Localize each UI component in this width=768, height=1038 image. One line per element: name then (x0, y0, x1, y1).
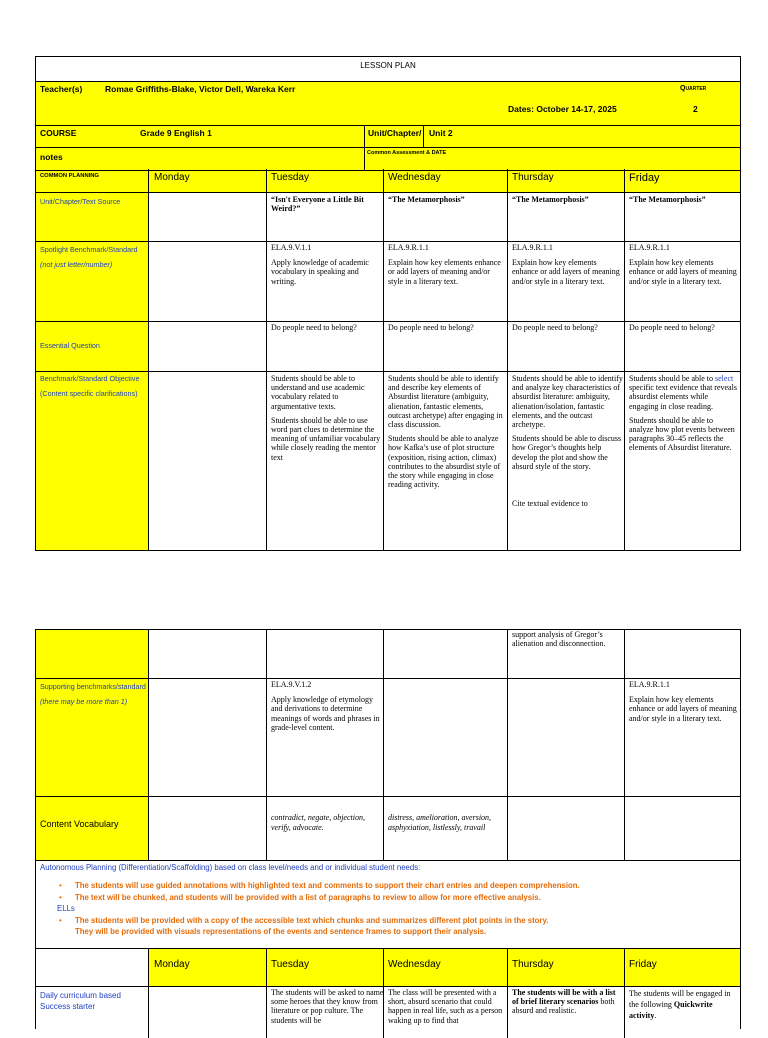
essential-question-label: Essential Question (40, 341, 100, 350)
supporting-row (36, 678, 740, 796)
course-row (36, 125, 740, 147)
bullet-accessible-text: • The students will be provided with a copy of the accessible text which chunks and summarizes different plot points in the story. (59, 915, 549, 925)
essential-thu: Do people need to belong? (512, 323, 598, 332)
day2-monday: Monday (154, 959, 190, 970)
bullet-chunked-text: • The text will be chunked, and students will be provided with a list of paragraphs to review to allow for more effective analysis. (59, 892, 541, 902)
objective-label: Benchmark/Standard Objective (Content specific clarifications) (40, 372, 147, 550)
text-source-label: Unit/Chapter/Text Source (40, 197, 121, 206)
day-tuesday: Tuesday (271, 172, 309, 183)
vocabulary-wed: distress, amelioration, aversion, asphyxiation, listlessly, travail (388, 813, 492, 832)
lesson-plan-table-bottom (35, 629, 741, 1029)
quarter-label: Quarter (680, 85, 707, 92)
essential-fri: Do people need to belong? (629, 323, 715, 332)
spotlight-row (36, 241, 740, 321)
starter-thu: The students will be with a list of brief literary scenarios both absurd and realistic. (512, 988, 616, 1016)
day-header-row (36, 170, 740, 193)
teacher-label: Teacher(s) (40, 84, 83, 94)
course-value: Grade 9 English 1 (140, 128, 212, 138)
lesson-plan-table-top (35, 56, 741, 551)
autonomous-heading: Autonomous Planning (Differentiation/Scaffolding) based on class level/needs and or individual student needs: (40, 863, 421, 872)
bullet-visuals: They will be provided with visuals representations of the events and sentence frames to support their analysis. (75, 927, 487, 936)
supporting-tue: ELA.9.V.1.2 Apply knowledge of etymology and derivations to determine meanings of words and phrases in grade-level content. (271, 680, 380, 732)
day-header-row-2 (36, 948, 740, 986)
objective-fri: Students should be able to select specific text evidence that reveals absurdist elements while engaging in close reading. Students should be able to analyze how plot events between paragraphs 30–45 reflects the elements of Absurdist literature. (629, 374, 737, 453)
teacher-row (36, 81, 740, 125)
spotlight-fri: ELA.9.R.1.1 Explain how key elements enhance or add layers of meaning and/or style in a literary text. (629, 243, 737, 286)
notes-row (36, 147, 740, 170)
text-source-fri: “The Metamorphosis” (629, 195, 706, 204)
essential-tue: Do people need to belong? (271, 323, 357, 332)
text-source-thu: “The Metamorphosis” (512, 195, 589, 204)
plan-title: LESSON PLAN (360, 61, 416, 70)
objective-sublabel: (Content specific clarifications) (40, 388, 138, 398)
title-row (36, 56, 740, 81)
quarter-value: 2 (693, 104, 698, 114)
day-thursday: Thursday (512, 172, 554, 183)
objective-wed: Students should be able to identify and describe key elements of Absurdist literature (ambiguity, alienation, fantastic elements, outcast archetype) after engaging in class discussion. Students should be able to analyze how Kafka’s use of plot structure (exposition, rising action, climax) contributes to the absurdist style of the story while engaging in close reading activity. (388, 374, 503, 490)
success-starter-row (36, 986, 740, 1036)
day2-thursday: Thursday (512, 959, 554, 970)
unit-value: Unit 2 (429, 128, 453, 138)
text-source-wed: “The Metamorphosis” (388, 195, 465, 204)
dates-text: Dates: October 14-17, 2025 (508, 104, 617, 114)
common-planning-label: COMMON PLANNING (40, 173, 99, 179)
day2-wednesday: Wednesday (388, 959, 441, 970)
continued-thu: support analysis of Gregor’s alienation and disconnection. (512, 630, 606, 649)
day-friday: Friday (629, 172, 660, 184)
starter-wed: The class will be presented with a short, absurd scenario that could happen in real life, such as a person waking up to find that (388, 988, 503, 1025)
objective-tue: Students should be able to understand and use academic vocabulary related to argumentative texts. Students should be able to use word part clues to determine the meaning of unfamiliar vocabulary while closely reading the mentor text (271, 374, 381, 462)
notes-label: notes (40, 152, 63, 162)
objective-thu: Students should be able to identify and analyze key characteristics of absurdist literature: ambiguity, alienation/isolation, fantastic elements, and the outcast archetype. Students should be able to discuss how Gregor’s thoughts help develop the plot and show the absurd style of the story. Cite textual evidence to (512, 374, 623, 509)
unit-label: Unit/Chapter/ (365, 126, 424, 147)
text-source-row (36, 192, 740, 241)
bullet-guided-annotations: • The students will use guided annotations with highlighted text and comments to support their chart entries and deepen comprehension. (59, 881, 580, 890)
essential-wed: Do people need to belong? (388, 323, 474, 332)
day2-friday: Friday (629, 959, 657, 970)
assessment-label: Common Assessment & DATE (367, 150, 447, 156)
spotlight-thu: ELA.9.R.1.1 Explain how key elements enhance or add layers of meaning and/or style in a literary text. (512, 243, 620, 286)
course-label: COURSE (40, 128, 77, 138)
text-source-tue: “Isn't Everyone a Little Bit Weird?” (271, 195, 364, 214)
day2-tuesday: Tuesday (271, 959, 309, 970)
spotlight-label: Spotlight Benchmark/Standard (not just letter/number) (40, 242, 145, 321)
content-vocabulary-label: Content Vocabulary (40, 819, 119, 829)
ells-label: ELLs (57, 904, 75, 913)
supporting-sublabel: (there may be more than 1) (40, 696, 128, 706)
autonomous-bullets (37, 880, 737, 938)
continued-row (36, 629, 740, 678)
spotlight-tue: ELA.9.V.1.1 Apply knowledge of academic vocabulary in speaking and writing. (271, 243, 369, 286)
content-vocabulary-row (36, 796, 740, 860)
teacher-names: Romae Griffiths-Blake, Victor Dell, Wareka Kerr (105, 84, 296, 94)
starter-tue: The students will be asked to name some heroes that they know from literature or pop culture. The students will be (271, 988, 384, 1025)
vocabulary-tue: contradict, negate, objection, verify, advocate. (271, 813, 365, 832)
success-starter-label: Daily curriculum based Success starter (40, 991, 121, 1011)
objective-row (36, 371, 740, 550)
day-wednesday: Wednesday (388, 172, 441, 183)
essential-question-row (36, 321, 740, 371)
spotlight-wed: ELA.9.R.1.1 Explain how key elements enhance or add layers of meaning and/or style in a literary text. (388, 243, 501, 286)
day-monday: Monday (154, 172, 190, 183)
spotlight-sublabel: (not just letter/number) (40, 259, 113, 269)
supporting-label: Supporting benchmarks/standard (there may be more than 1) (40, 682, 146, 706)
starter-fri: The students will be engaged in the following Quickwrite activity. (629, 989, 731, 1020)
supporting-fri: ELA.9.R.1.1 Explain how key elements enhance or add layers of meaning and/or style in a literary text. (629, 680, 737, 723)
